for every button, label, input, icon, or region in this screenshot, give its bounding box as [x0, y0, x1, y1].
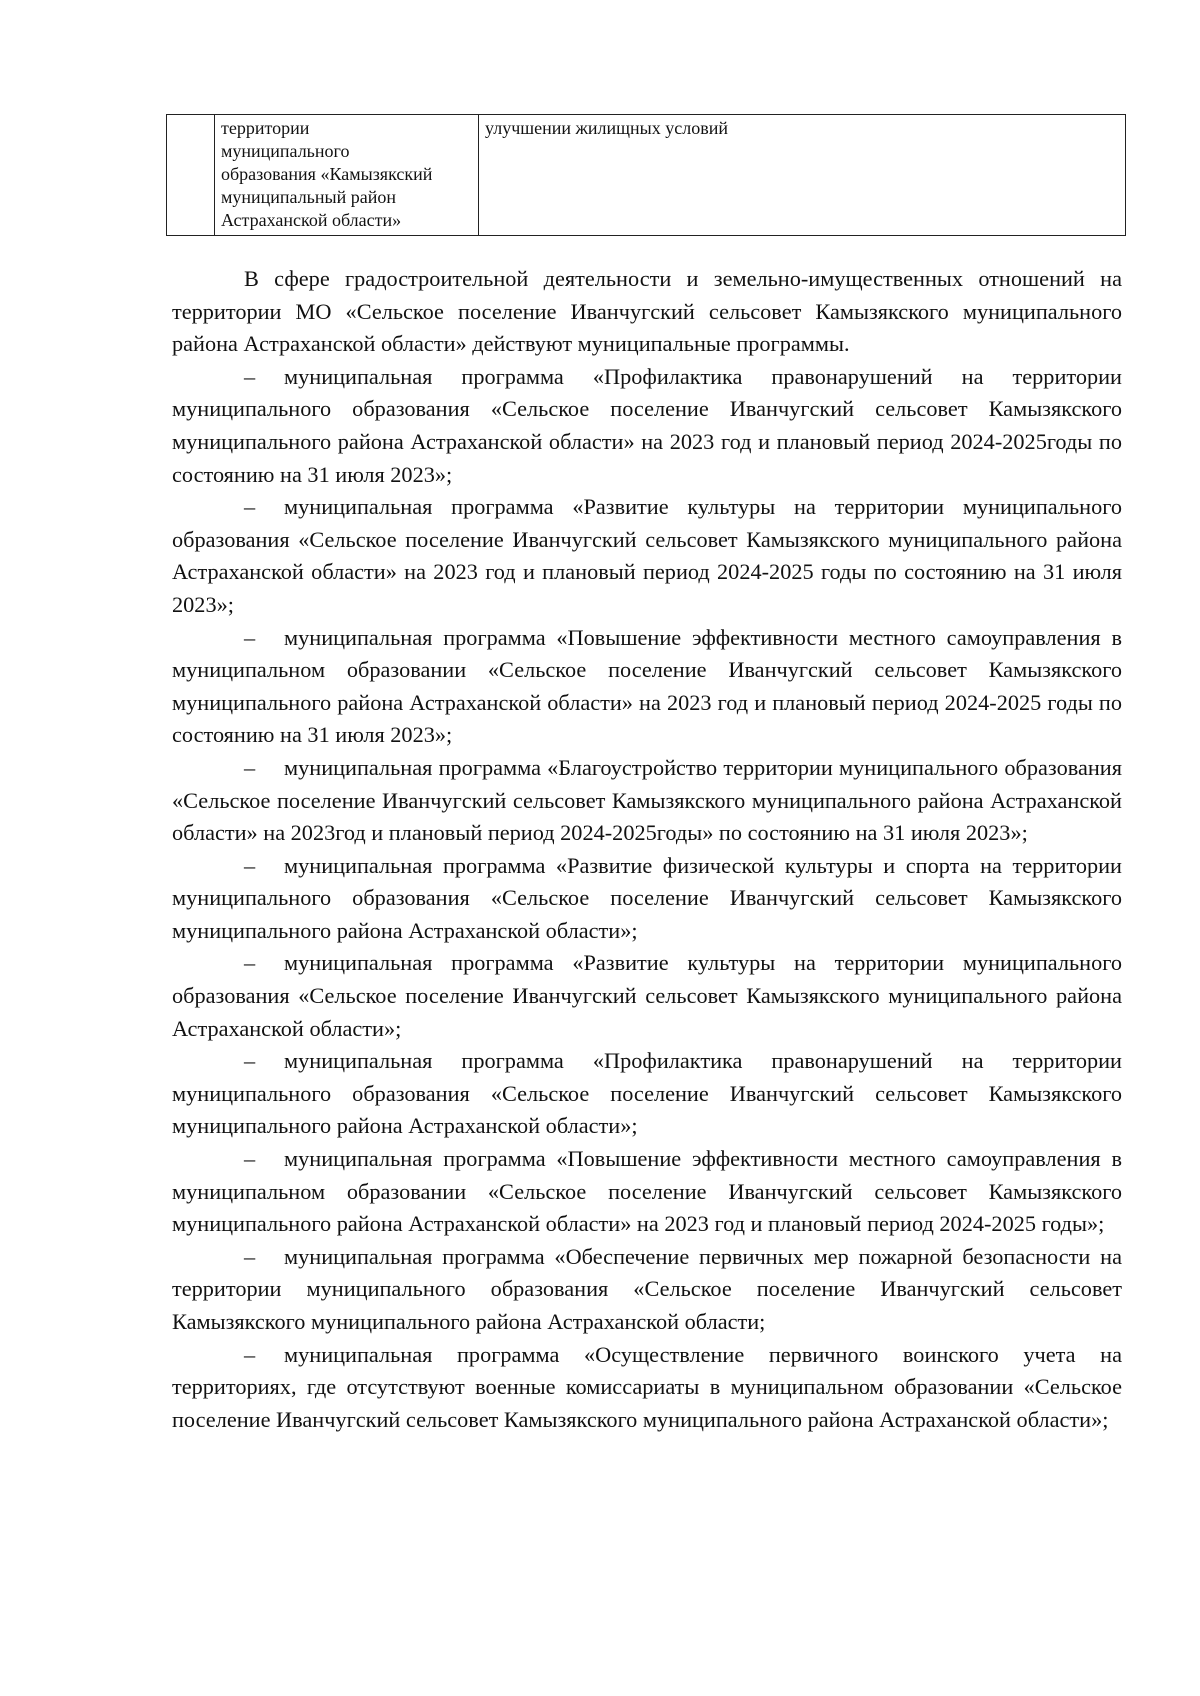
list-item: [172, 1045, 1122, 1143]
table-row: [167, 115, 1126, 236]
list-item: [172, 622, 1122, 752]
list-item-text: муниципальная программа «Благоустройство территории муниципального образования «Сельское поселение Иванчугский сельсовет Камызякского муниципального района Астраханской области» на 2023год и плановый период 2024-2025годы» по состоянию на 31 июля 2023»;: [172, 754, 1122, 846]
dash-marker: –: [244, 363, 256, 389]
dash-marker: –: [244, 852, 256, 878]
row-number-cell: [167, 115, 215, 236]
list-item-text: муниципальная программа «Осуществление первичного воинского учета на территориях, где отсутствуют военные комиссариаты в муниципальном образовании «Сельское поселение Иванчугский сельсовет Камызякского муниципального района Астраханской области»;: [172, 1341, 1122, 1432]
list-item-text: муниципальная программа «Развитие культуры на территории муниципального образования «Сельское поселение Иванчугский сельсовет Камызякского муниципального района Астраханской области» на 2023 год и плановый период 2024-2025 годы по состоянию на 31 июля 2023»;: [172, 494, 1122, 617]
dash-marker: –: [244, 494, 256, 520]
dash-marker: –: [244, 950, 256, 976]
list-item: [172, 752, 1122, 850]
dash-marker: –: [244, 754, 256, 780]
program-description-cell: улучшении жилищных условий: [479, 115, 1126, 236]
list-item: [172, 947, 1122, 1045]
dash-marker: –: [244, 1243, 256, 1269]
intro-paragraph: В сфере градостроительной деятельности и земельно-имущественных отношений на территории МО «Сельское поселение Иванчугский сельсовет Камызякского муниципального района Астраханской области» действуют муниципальные программы.: [172, 266, 1122, 357]
list-item-text: муниципальная программа «Развитие культуры на территории муниципального образования «Сельское поселение Иванчугский сельсовет Камызякского муниципального района Астраханской области»;: [172, 950, 1122, 1041]
list-item: [172, 361, 1122, 491]
list-item: [172, 1143, 1122, 1241]
dash-marker: –: [244, 1341, 256, 1367]
list-item-text: муниципальная программа «Развитие физической культуры и спорта на территории муниципального образования «Сельское поселение Иванчугский сельсовет Камызякского муниципального района Астраханской области»;: [172, 852, 1122, 943]
list-item-text: муниципальная программа «Повышение эффективности местного самоуправления в муниципальном образовании «Сельское поселение Иванчугский сельсовет Камызякского муниципального района Астраханской области» на 2023 год и плановый период 2024-2025 годы по состоянию на 31 июля 2023»;: [172, 624, 1122, 748]
dash-marker: –: [244, 624, 256, 650]
list-item-text: муниципальная программа «Профилактика правонарушений на территории муниципального образования «Сельское поселение Иванчугский сельсовет Камызякского муниципального района Астраханской области» на 2023 год и плановый период 2024-2025годы по состоянию на 31 июля 2023»;: [172, 363, 1122, 487]
program-name-cell: территории муниципального образования «Камызякский муниципальный район Астраханской области»: [215, 115, 479, 236]
list-item: [172, 491, 1122, 621]
list-item-text: муниципальная программа «Повышение эффективности местного самоуправления в муниципальном образовании «Сельское поселение Иванчугский сельсовет Камызякского муниципального района Астраханской области» на 2023 год и плановый период 2024-2025 годы»;: [172, 1146, 1122, 1237]
list-item-text: муниципальная программа «Профилактика правонарушений на территории муниципального образования «Сельское поселение Иванчугский сельсовет Камызякского муниципального района Астраханской области»;: [172, 1048, 1122, 1139]
continuation-table: [166, 114, 1126, 236]
list-item: [172, 850, 1122, 948]
list-item-text: муниципальная программа «Обеспечение первичных мер пожарной безопасности на территории муниципального образования «Сельское поселение Иванчугский сельсовет Камызякского муниципального района Астраханской области;: [172, 1243, 1122, 1334]
list-item: [172, 1241, 1122, 1339]
dash-marker: –: [244, 1146, 256, 1172]
document-body: [172, 263, 1122, 1436]
list-item: [172, 1339, 1122, 1437]
dash-marker: –: [244, 1048, 256, 1074]
